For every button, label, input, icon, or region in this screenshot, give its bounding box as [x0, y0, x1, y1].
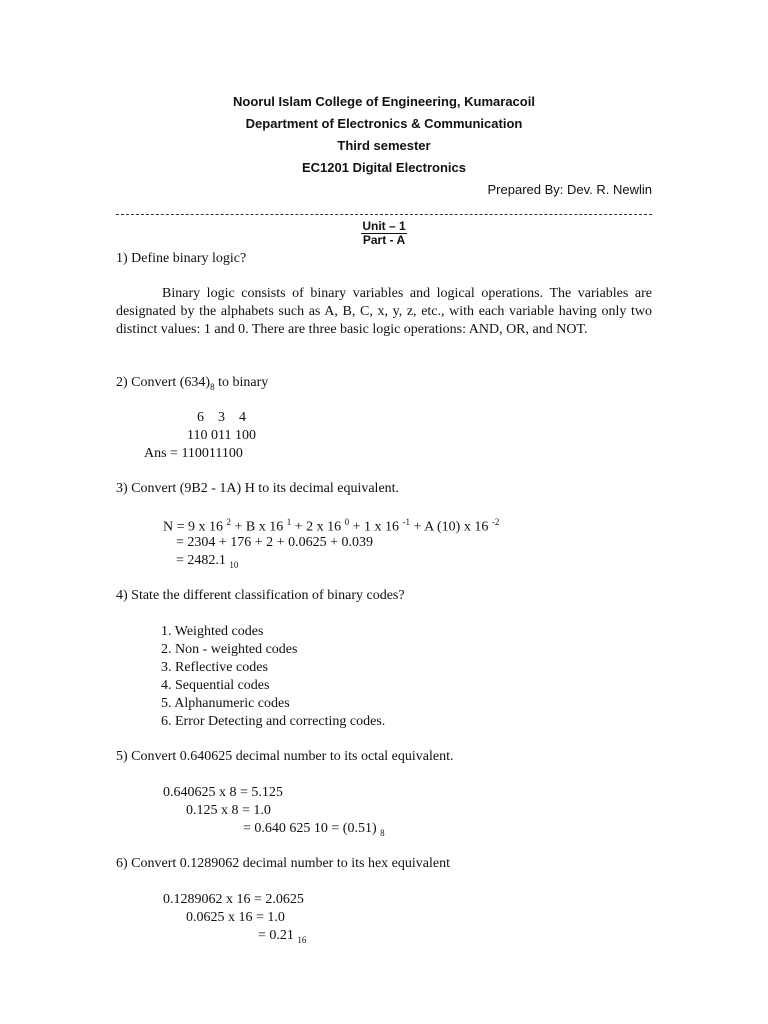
semester: Third semester: [337, 138, 431, 153]
answer-2: Ans = 110011100: [144, 446, 243, 461]
octal-result-text: = 0.640 625 10 = (0.51): [243, 821, 381, 836]
eq-base: 10: [229, 559, 239, 570]
code-item: 3. Reflective codes: [161, 660, 268, 675]
eq-term: + 1 x 16: [349, 519, 403, 535]
equation-3-line-1: [163, 517, 499, 536]
question-2-tail: to binary: [214, 375, 269, 390]
question-3: 3) Convert (9B2 - 1A) H to its decimal equivalent.: [116, 481, 400, 496]
code-item: 4. Sequential codes: [161, 678, 270, 693]
octal-step-1: 0.640625 x 8 = 5.125: [163, 785, 283, 800]
question-2-text: 2) Convert (634): [116, 375, 211, 390]
hex-step-2: 0.0625 x 16 = 1.0: [186, 910, 285, 925]
unit-title: Unit – 1: [362, 219, 406, 233]
octal-digits: 6 3 4: [197, 410, 246, 425]
octal-step-2: 0.125 x 8 = 1.0: [186, 803, 271, 818]
eq-exponent: 2: [226, 517, 232, 527]
eq-result: = 2482.1: [176, 553, 230, 568]
eq-term: + B x 16: [231, 519, 287, 535]
hex-result: [258, 928, 306, 945]
college-name: Noorul Islam College of Engineering, Kumaracoil: [233, 94, 535, 109]
part-heading: Part - A: [362, 233, 406, 247]
code-item: 1. Weighted codes: [161, 624, 264, 639]
eq-term: + A (10) x 16: [410, 519, 492, 535]
hex-step-1: 0.1289062 x 16 = 2.0625: [163, 892, 304, 907]
question-6: 6) Convert 0.1289062 decimal number to its hex equivalent: [116, 856, 450, 871]
code-item: 5. Alphanumeric codes: [161, 696, 290, 711]
eq-term: + 2 x 16: [291, 519, 345, 535]
eq-exponent: 0: [344, 517, 350, 527]
question-1: 1) Define binary logic?: [116, 251, 247, 266]
eq-exponent: 1: [286, 517, 292, 527]
answer-1: Binary logic consists of binary variables and logical operations. The variables are designated by the alphabets such as A, B, C, x, y, z, etc., with each variable having only two distinct values: 1 and 0. There are three basic logic operations: AND, OR, and NOT.: [116, 286, 652, 337]
equation-3-line-3: [176, 553, 238, 570]
course-title: EC1201 Digital Electronics: [301, 160, 466, 175]
question-2-base: 8: [210, 381, 215, 392]
binary-groups: 110 011 100: [187, 428, 256, 443]
code-item: 6. Error Detecting and correcting codes.: [161, 714, 386, 729]
octal-result: [243, 821, 385, 838]
hex-result-base: 16: [297, 934, 307, 945]
eq-exponent: -2: [491, 517, 500, 527]
hex-result-text: = 0.21: [258, 928, 298, 943]
eq-term: N = 9 x 16: [163, 519, 227, 535]
octal-result-base: 8: [380, 827, 385, 838]
prepared-by: Prepared By: Dev. R. Newlin: [487, 182, 652, 197]
equation-3-line-2: = 2304 + 176 + 2 + 0.0625 + 0.039: [176, 535, 373, 550]
question-4: 4) State the different classification of binary codes?: [116, 588, 405, 603]
divider: [116, 214, 652, 215]
code-item: 2. Non - weighted codes: [161, 642, 298, 657]
question-5: 5) Convert 0.640625 decimal number to its octal equivalent.: [116, 749, 454, 764]
eq-exponent: -1: [402, 517, 411, 527]
unit-heading: [0, 219, 768, 233]
question-2: [116, 375, 268, 392]
department-name: Department of Electronics & Communication: [245, 116, 523, 131]
